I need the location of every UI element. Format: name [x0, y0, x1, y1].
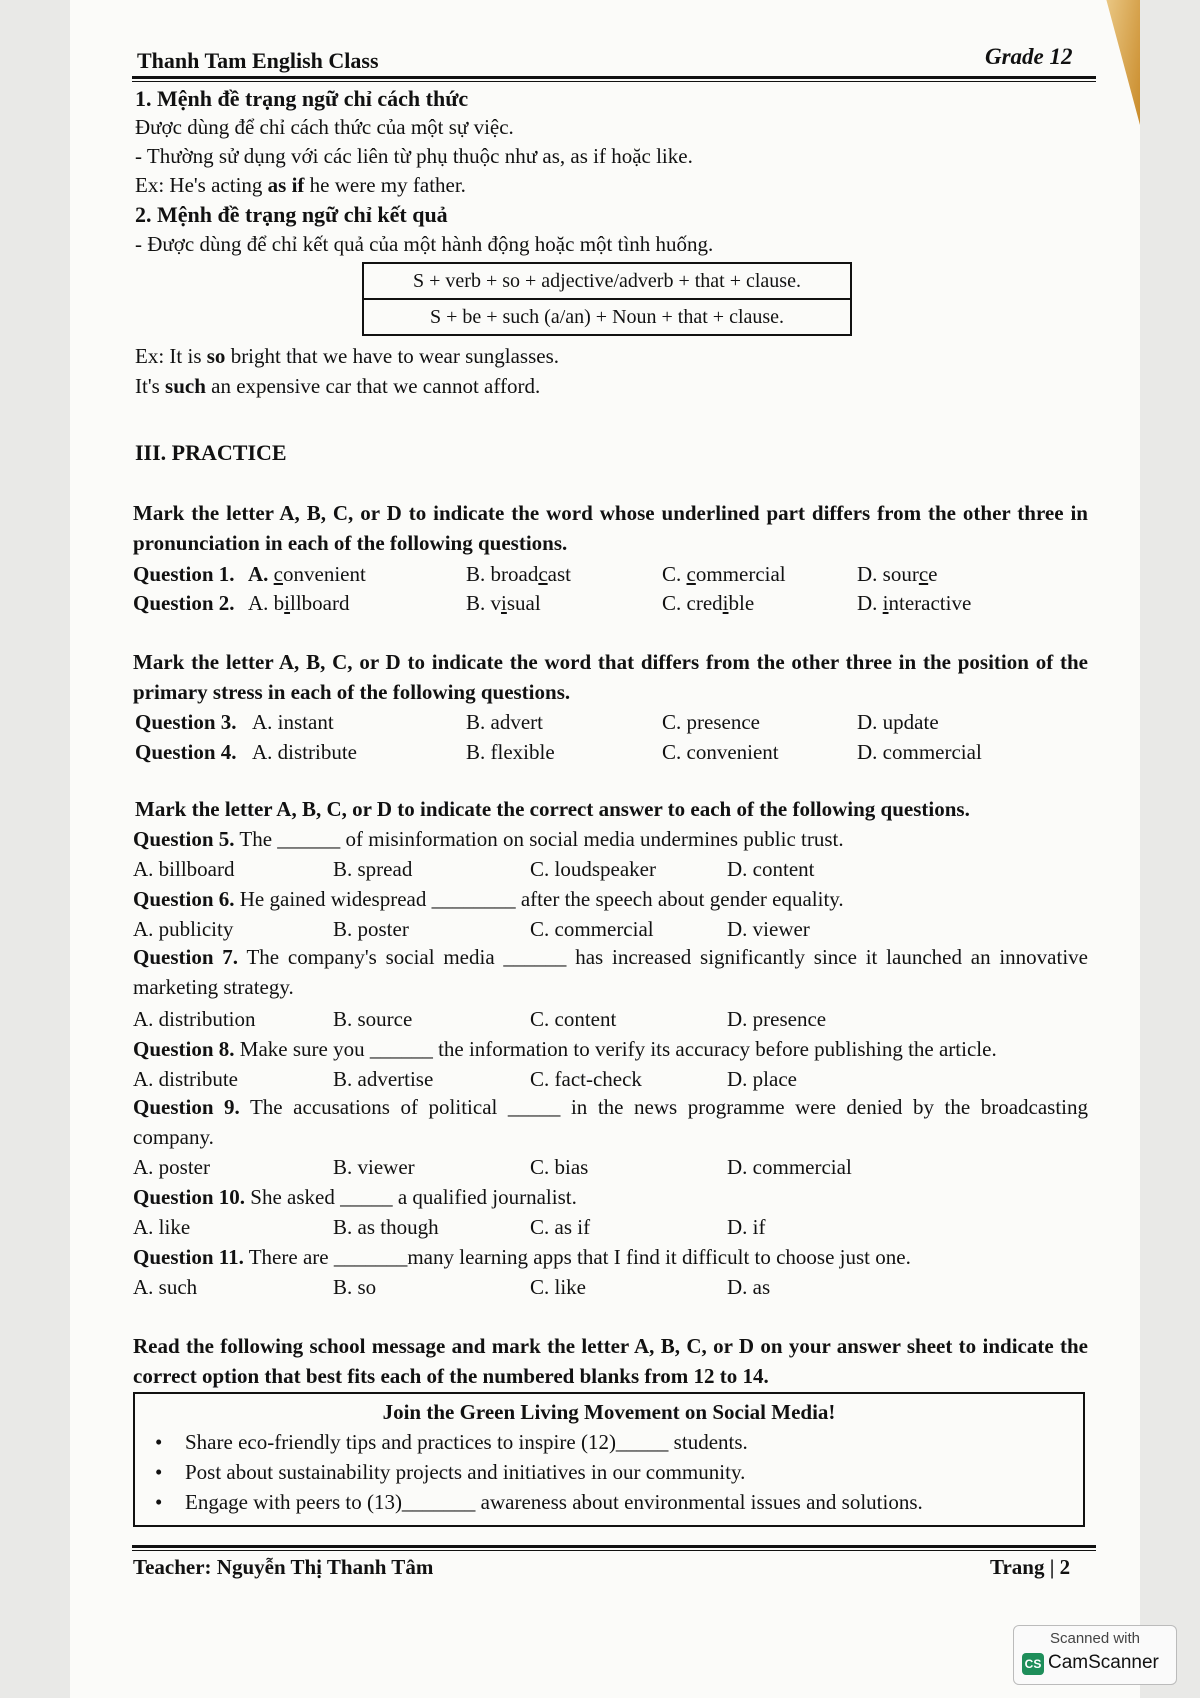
school-message-title: Join the Green Living Movement on Social Media! — [382, 1400, 836, 1424]
question-4-option-b: B. flexible — [466, 740, 555, 764]
formula-so: S + verb + so + adjective/adverb + that + clause. — [362, 262, 852, 300]
question-10-option-d: D. if — [727, 1215, 766, 1239]
school-message-bullet-3: • Engage with peers to (13)_______ awareness about environmental issues and solutions. — [185, 1490, 923, 1515]
question-4-option-a: A. distribute — [252, 740, 357, 764]
question-8-option-a: A. distribute — [133, 1067, 238, 1091]
question-2-label: Question 2. — [133, 591, 235, 615]
class-name: Thanh Tam English Class — [137, 48, 379, 73]
instruction-correct-answer: Mark the letter A, B, C, or D to indicate the correct answer to each of the following questions. — [135, 797, 970, 821]
section-1-line-2: - Thường sử dụng với các liên từ phụ thuộc như as, as if hoặc like. — [135, 144, 693, 168]
question-3-label: Question 3. — [135, 710, 237, 734]
question-8-option-b: B. advertise — [333, 1067, 434, 1091]
watermark-caption: Scanned with — [1049, 1630, 1141, 1647]
question-1-option-d: D. source — [857, 562, 938, 586]
section-2-title: 2. Mệnh đề trạng ngữ chỉ kết quả — [135, 202, 448, 227]
camscanner-logo-icon: CS — [1022, 1653, 1044, 1675]
section-2-example-2: It's such an expensive car that we cannot afford. — [135, 374, 541, 398]
question-11-option-a: A. such — [133, 1275, 198, 1299]
question-11-option-d: D. as — [727, 1275, 771, 1299]
footer-rule-thin — [132, 1550, 1096, 1551]
question-4-option-d: D. commercial — [857, 740, 982, 764]
school-message-box — [133, 1392, 1085, 1527]
question-1-option-c: C. commercial — [662, 562, 786, 586]
question-9-option-d: D. commercial — [727, 1155, 852, 1179]
question-6-option-c: C. commercial — [530, 917, 654, 941]
question-10-option-a: A. like — [133, 1215, 191, 1239]
question-9-option-a: A. poster — [133, 1155, 210, 1179]
school-message-bullet-1: • Share eco-friendly tips and practices to inspire (12)_____ students. — [185, 1430, 748, 1455]
grade-label: Grade 12 — [985, 44, 1073, 69]
question-9-option-b: B. viewer — [333, 1155, 415, 1179]
section-2-line-1: - Được dùng để chỉ kết quả của một hành động hoặc một tình huống. — [135, 232, 714, 256]
header-rule-thin — [132, 81, 1096, 82]
question-3-option-b: B. advert — [466, 710, 543, 734]
question-6-option-b: B. poster — [333, 917, 409, 941]
question-2-option-d: D. interactive — [857, 591, 972, 615]
question-2-option-a: A. billboard — [248, 591, 350, 615]
question-3-option-a: A. instant — [252, 710, 334, 734]
question-8-stem: Question 8. Make sure you ______ the information to verify its accuracy before publishing the article. — [133, 1037, 997, 1061]
question-5-option-c: C. loudspeaker — [530, 857, 656, 881]
question-5-option-d: D. content — [727, 857, 815, 881]
instruction-pronunciation: Mark the letter A, B, C, or D to indicate the word whose underlined part differs from the other three in pronunciation in each of the following questions. — [133, 501, 1088, 555]
question-8-option-c: C. fact-check — [530, 1067, 642, 1091]
question-8-option-d: D. place — [727, 1067, 797, 1091]
question-1-option-a: A. convenient — [248, 562, 366, 586]
question-6-stem: Question 6. He gained widespread ________ after the speech about gender equality. — [133, 887, 844, 911]
question-9-option-c: C. bias — [530, 1155, 589, 1179]
section-2-example-1: Ex: It is so bright that we have to wear sunglasses. — [135, 344, 560, 368]
question-11-option-c: C. like — [530, 1275, 586, 1299]
question-5-option-a: A. billboard — [133, 857, 235, 881]
question-11-option-b: B. so — [333, 1275, 377, 1299]
question-3-option-c: C. presence — [662, 710, 760, 734]
question-5-option-b: B. spread — [333, 857, 413, 881]
question-6-option-d: D. viewer — [727, 917, 810, 941]
camscanner-watermark — [1013, 1625, 1177, 1685]
question-7-option-c: C. content — [530, 1007, 617, 1031]
question-4-label: Question 4. — [135, 740, 237, 764]
question-1-label: Question 1. — [133, 562, 235, 586]
question-7-option-b: B. source — [333, 1007, 413, 1031]
section-1-example: Ex: He's acting as if he were my father. — [135, 173, 466, 197]
question-7-stem: Question 7. The company's social media ______ has increased significantly since it launched an innovative marketing strategy. — [133, 945, 1088, 999]
question-2-option-b: B. visual — [466, 591, 541, 615]
question-7-option-a: A. distribution — [133, 1007, 256, 1031]
question-10-option-b: B. as though — [333, 1215, 439, 1239]
header-rule — [132, 76, 1096, 79]
section-1-title: 1. Mệnh đề trạng ngữ chỉ cách thức — [135, 86, 469, 111]
question-11-stem: Question 11. There are _______many learning apps that I find it difficult to choose just one. — [133, 1245, 911, 1269]
question-10-option-c: C. as if — [530, 1215, 591, 1239]
formula-such: S + be + such (a/an) + Noun + that + clause. — [362, 298, 852, 336]
question-6-option-a: A. publicity — [133, 917, 234, 941]
question-2-option-c: C. credible — [662, 591, 755, 615]
teacher-name: Teacher: Nguyễn Thị Thanh Tâm — [133, 1555, 434, 1579]
question-3-option-d: D. update — [857, 710, 939, 734]
question-1-option-b: B. broadcast — [466, 562, 571, 586]
instruction-reading: Read the following school message and mark the letter A, B, C, or D on your answer sheet to indicate the correct option that best fits each of the numbered blanks from 12 to 14. — [133, 1334, 1088, 1388]
question-4-option-c: C. convenient — [662, 740, 779, 764]
watermark-brand: CS CamScanner — [1022, 1652, 1159, 1675]
page-number: Trang | 2 — [990, 1555, 1071, 1579]
question-9-stem: Question 9. The accusations of political _____ in the news programme were denied by the broadcasting company. — [133, 1095, 1089, 1149]
instruction-stress: Mark the letter A, B, C, or D to indicate the word that differs from the other three in the position of the primary stress in each of the following questions. — [133, 650, 1088, 704]
section-1-line-1: Được dùng để chỉ cách thức của một sự việc. — [135, 115, 514, 139]
question-5-stem: Question 5. The ______ of misinformation on social media undermines public trust. — [133, 827, 844, 851]
practice-heading: III. PRACTICE — [135, 440, 287, 465]
footer-rule — [132, 1545, 1096, 1548]
question-10-stem: Question 10. She asked _____ a qualified journalist. — [133, 1185, 577, 1209]
question-7-option-d: D. presence — [727, 1007, 827, 1031]
school-message-bullet-2: • Post about sustainability projects and initiatives in our community. — [185, 1460, 745, 1485]
